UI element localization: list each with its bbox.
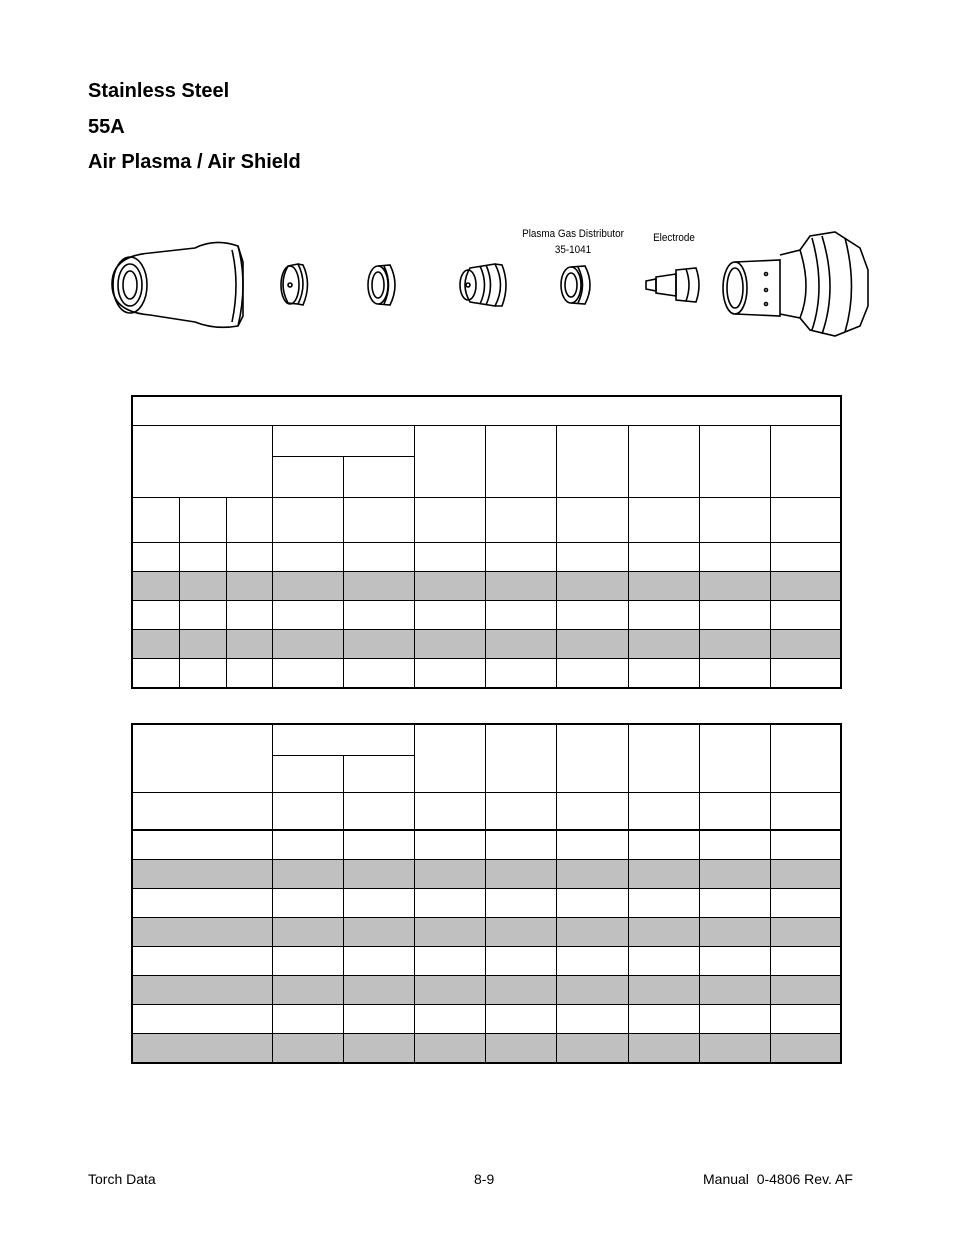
shield-cup-icon bbox=[112, 242, 243, 327]
electrode-icon bbox=[646, 268, 699, 302]
table-row bbox=[132, 630, 841, 659]
distributor-part-number: 35-1041 bbox=[554, 244, 592, 256]
table-row bbox=[132, 1005, 841, 1034]
table-row bbox=[132, 889, 841, 918]
electrode-label: Electrode bbox=[653, 232, 695, 244]
cut-chart-table-lower bbox=[131, 723, 842, 1064]
gas-heading: Air Plasma / Air Shield bbox=[88, 151, 301, 173]
start-cartridge-icon bbox=[460, 264, 506, 306]
cut-chart-table-upper bbox=[131, 395, 842, 689]
consumables-illustration bbox=[0, 0, 954, 360]
amperage-heading: 55A bbox=[88, 116, 125, 138]
table-header-row bbox=[132, 426, 841, 457]
table-row bbox=[132, 860, 841, 889]
table-row bbox=[132, 659, 841, 689]
table-row bbox=[132, 601, 841, 630]
table-row bbox=[132, 572, 841, 601]
footer-manual-number: Manual 0-4806 Rev. AF bbox=[703, 1171, 853, 1187]
material-heading: Stainless Steel bbox=[88, 80, 230, 102]
footer-section-name: Torch Data bbox=[88, 1171, 156, 1187]
table-units-row bbox=[132, 498, 841, 543]
table-units-row bbox=[132, 793, 841, 831]
footer-page-number: 8-9 bbox=[474, 1171, 495, 1187]
shield-cap-icon bbox=[281, 264, 308, 305]
table-row bbox=[132, 947, 841, 976]
torch-head-icon bbox=[723, 232, 868, 336]
table-title-row bbox=[132, 396, 841, 426]
table-row bbox=[132, 543, 841, 572]
table-row bbox=[132, 918, 841, 947]
table-row bbox=[132, 830, 841, 860]
table-row bbox=[132, 1034, 841, 1064]
distributor-label: Plasma Gas Distributor bbox=[522, 228, 624, 240]
table-header-row bbox=[132, 724, 841, 756]
gas-distributor-icon bbox=[561, 266, 590, 304]
tip-icon bbox=[368, 265, 395, 305]
table-row bbox=[132, 976, 841, 1005]
